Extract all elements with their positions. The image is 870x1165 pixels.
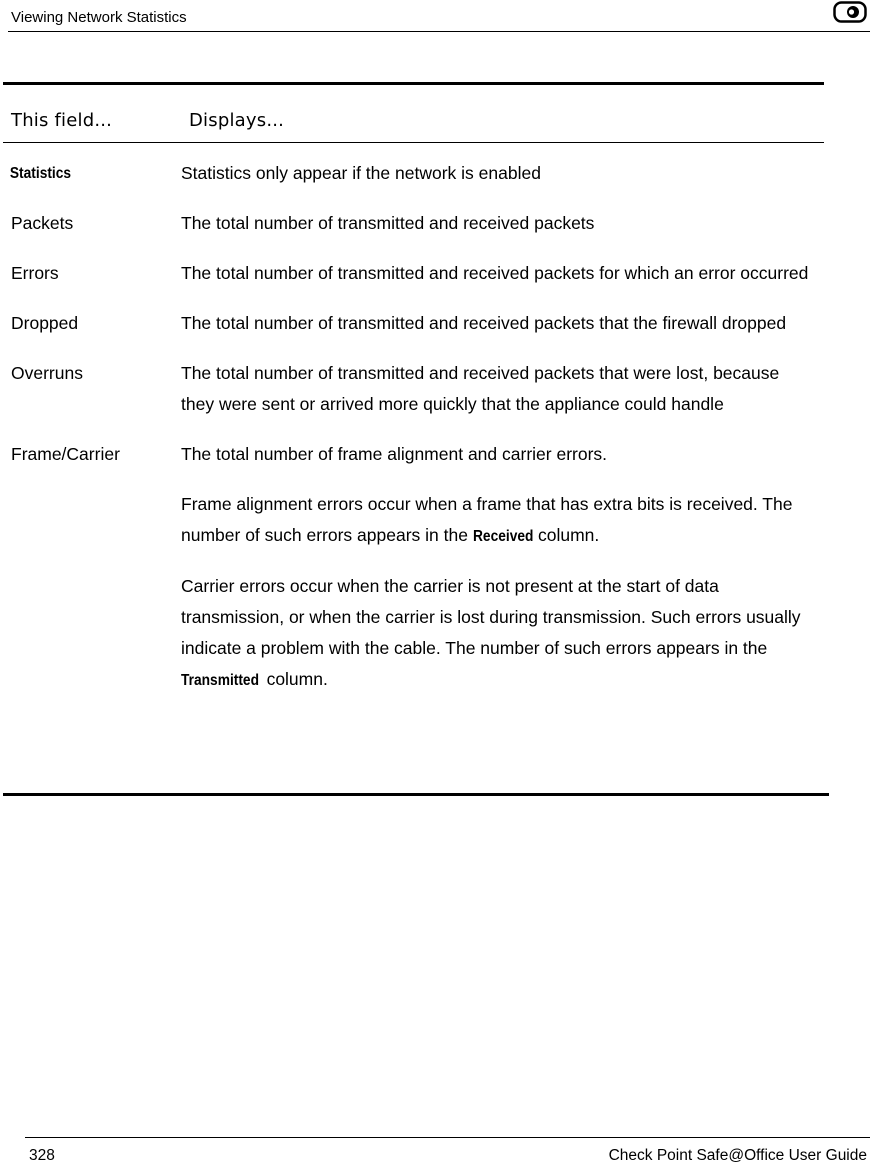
field-name: Errors: [11, 263, 59, 283]
field-description-table: [3, 82, 829, 696]
transmitted-column-term: Transmitted: [181, 672, 259, 689]
page-number: 328: [29, 1147, 55, 1164]
page-footer: [25, 1137, 870, 1164]
description-paragraph: The total number of transmitted and received packets: [181, 213, 595, 233]
received-column-term: Received: [472, 528, 534, 545]
description-text: Carrier errors occur when the carrier is not present at the start of data transmission, or when the carrier is lost during transmission. Such errors usually indicate a problem with the cable. The number of such errors appears in the: [181, 576, 801, 658]
table-row-frame-carrier: [3, 439, 829, 696]
book-title: Check Point Safe@Office User Guide: [608, 1147, 867, 1164]
description-paragraph: The total number of transmitted and received packets for which an error occurred: [181, 263, 809, 283]
table-row-statistics: [3, 158, 829, 189]
field-description: [181, 439, 811, 696]
column-word: column.: [266, 669, 328, 689]
table-row-packets: [3, 208, 829, 239]
table-row-errors: [3, 258, 829, 289]
field-description: [181, 308, 811, 339]
field-name: Overruns: [11, 363, 83, 383]
field-name: Packets: [11, 213, 74, 233]
description-paragraph: [181, 489, 811, 552]
field-description: [181, 358, 811, 420]
description-paragraph: The total number of frame alignment and carrier errors.: [181, 444, 608, 464]
field-description: [181, 208, 811, 239]
field-name: Frame/Carrier: [11, 444, 120, 464]
description-text: Frame alignment errors occur when a frame that has extra bits is received. The number of such errors appears in the: [181, 494, 793, 545]
page-header: [8, 0, 870, 32]
column-header-displays: Displays...: [189, 110, 285, 131]
table-row-dropped: [3, 308, 829, 339]
field-description: [181, 258, 811, 289]
page-header-title: Viewing Network Statistics: [11, 9, 187, 26]
description-paragraph: The total number of transmitted and received packets that were lost, because they were sent or arrived more quickly that the appliance could handle: [181, 363, 780, 414]
field-description: [181, 158, 811, 189]
description-paragraph: Statistics only appear if the network is enabled: [181, 163, 541, 183]
field-name: Dropped: [11, 313, 79, 333]
table-header-row: [3, 85, 824, 143]
description-paragraph: [181, 571, 811, 696]
description-paragraph: The total number of transmitted and received packets that the firewall dropped: [181, 313, 787, 333]
field-name: Statistics: [9, 165, 72, 182]
table-body: [3, 143, 829, 696]
check-point-logo-icon: [833, 1, 867, 23]
table-row-overruns: [3, 358, 829, 420]
column-header-field: This field...: [11, 110, 113, 131]
column-word: column.: [537, 525, 600, 545]
table-bottom-rule: [3, 793, 829, 796]
